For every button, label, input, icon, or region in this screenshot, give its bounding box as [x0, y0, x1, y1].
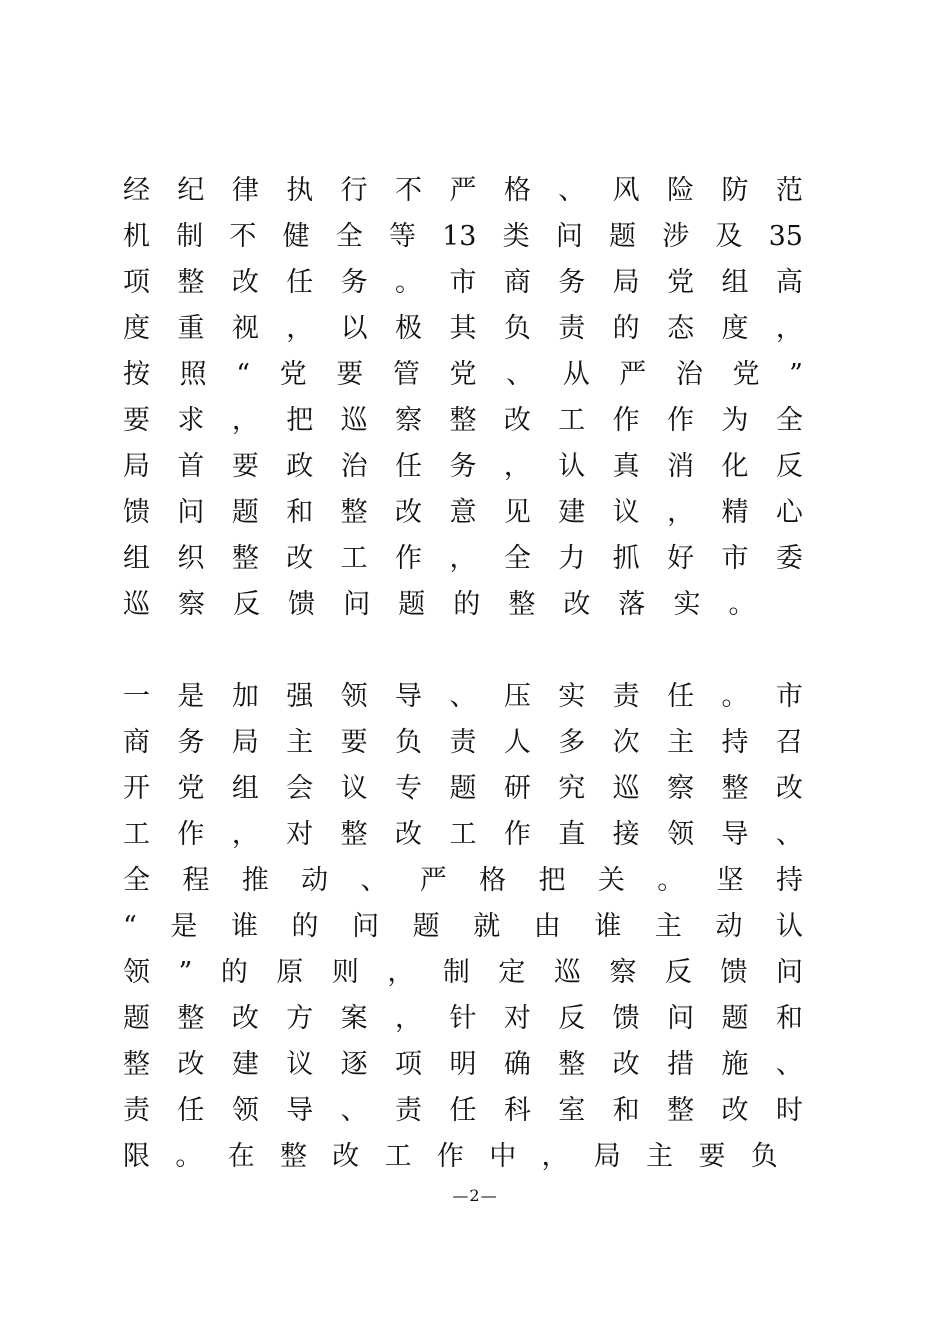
text-line: 经 纪 律 执 行 不 严 格 、 风 险 防 范: [123, 175, 803, 206]
text-line: 开 党 组 会 议 专 题 研 究 巡 察 整 改: [123, 773, 803, 804]
paragraph-1: [123, 168, 803, 628]
text-line: 整 改 建 议 逐 项 明 确 整 改 措 施 、: [123, 1049, 803, 1080]
text-line-last: 巡 察 反 馈 问 题 的 整 改 落 实 。: [123, 589, 756, 620]
text-line: 工 作 ， 对 整 改 工 作 直 接 领 导 、: [123, 819, 803, 850]
text-line: 按 照 “ 党 要 管 党 、 从 严 治 党 ”: [123, 359, 803, 390]
text-line: 要 求 ， 把 巡 察 整 改 工 作 作 为 全: [123, 405, 803, 436]
text-line: 题 整 改 方 案 ， 针 对 反 馈 问 题 和: [123, 1003, 803, 1034]
text-line: 局 首 要 政 治 任 务 ， 认 真 消 化 反: [123, 451, 803, 482]
page-number: —2—: [452, 1186, 498, 1205]
text-line: 全 程 推 动 、 严 格 把 关 。 坚 持: [123, 865, 803, 896]
text-line: 领 ” 的 原 则 ， 制 定 巡 察 反 馈 问: [123, 957, 803, 988]
text-line: 组 织 整 改 工 作 ， 全 力 抓 好 市 委: [123, 543, 803, 574]
text-line: 馈 问 题 和 整 改 意 见 建 议 ， 精 心: [123, 497, 803, 528]
text-line: 限 。 在 整 改 工 作 中 ， 局 主 要 负: [123, 1141, 778, 1172]
paragraph-2: [123, 674, 803, 1180]
text-line: 机 制 不 健 全 等 13 类 问 题 涉 及 35: [123, 221, 803, 252]
text-line: 项 整 改 任 务 。 市 商 务 局 党 组 高: [123, 267, 803, 298]
text-line: 度 重 视 ， 以 极 其 负 责 的 态 度 ，: [123, 313, 803, 344]
text-line: “ 是 谁 的 问 题 就 由 谁 主 动 认: [123, 911, 803, 942]
text-line: 责 任 领 导 、 责 任 科 室 和 整 改 时: [123, 1095, 803, 1126]
text-line: 商 务 局 主 要 负 责 人 多 次 主 持 召: [123, 727, 803, 758]
text-line: 一 是 加 强 领 导 、 压 实 责 任 。 市: [123, 681, 803, 712]
